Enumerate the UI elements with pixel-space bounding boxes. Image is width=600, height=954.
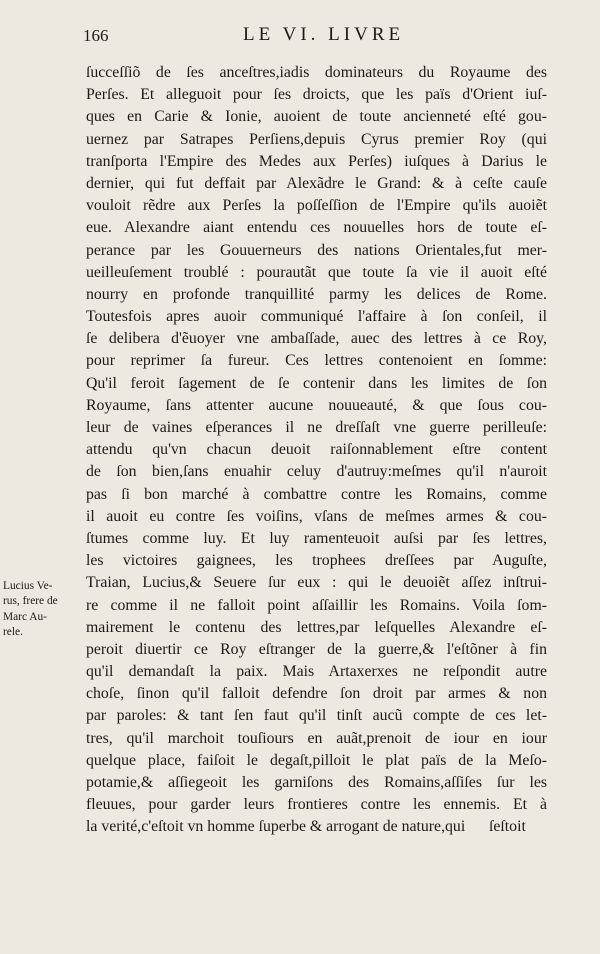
marginal-note (3, 579, 85, 640)
text-line: ques en Carie & Ionie, auoient de toute ancienneté eſté gou- (86, 108, 547, 126)
text-line: ſucceſſiõ de ſes anceſtres,iadis dominateurs du Royaume des (86, 64, 547, 81)
marginal-note-line: Lucius Ve- (3, 580, 53, 592)
text-line: ſe delibera d'ẽuoyer vne ambaſſade, auec des lettres à ce Roy, (86, 330, 547, 348)
text-line: nourry en profonde tranquillité parmy les delices de Rome. (86, 285, 547, 303)
text-line: de ſon bien,ſans enuahir celuy d'autruy:meſmes qu'il n'auroit (86, 463, 547, 481)
text-line: dernier, qui fut deffait par Alexãdre le Grand: & à ceſte cauſe (86, 174, 547, 192)
text-line: Traian, Lucius,& Seuere ſur eux : qui le deuoiẽt aſſez inſtrui- (86, 574, 547, 592)
text-line: Perſes. Et alleguoit pour ſes droicts, que les païs d'Orient iuſ- (86, 86, 547, 104)
text-line: quelque place, faiſoit le degaſt,pilloit le plat païs de la Meſo- (86, 751, 547, 769)
marginal-note-line: rus, frere de (3, 595, 58, 608)
text-line: leur de vaines eſperances il ne dreſſaſt vne guerre perilleuſe: (86, 419, 547, 436)
text-line: vouloit rẽdre aux Perſes la poſſeſſion de l'Empire qu'ils auoiẽt (86, 197, 547, 215)
text-line: fleuues, pour garder leurs frontieres contre les ennemis. Et à (86, 796, 547, 814)
text-line: pour reprimer ſa fureur. Ces lettres contenoient en ſomme: (86, 352, 547, 370)
text-line: pas ſi bon marché à combattre contre les Romains, comme (86, 485, 547, 503)
text-line: la verité,c'eſtoit vn homme ſuperbe & arrogant de nature,qui (86, 818, 466, 836)
text-line: ueilleuſement troublé : pourautãt que toute ſa vie il auoit eſté (86, 263, 547, 281)
text-line: mairement le contenu des lettres,par leſquelles Alexandre eſ- (86, 618, 547, 636)
text-line: re comme il ne falloit point aſſaillir les Romains. Voila ſom- (86, 596, 547, 614)
marginal-note-line: Marc Au- (3, 610, 47, 623)
text-line: Toutesfois apres auoir communiqué l'affaire à ſon conſeil, il (86, 308, 547, 326)
page-number: 166 (83, 26, 109, 45)
body-text (86, 62, 547, 839)
text-line: ſtumes comme luy. Et luy ramenteuoit auſsi par ſes lettres, (86, 529, 547, 547)
text-line: peroit diuertir ce Roy eſtranger de la guerre,& l'eſtõner à fin (86, 640, 547, 658)
text-line: les victoires gaignees, les trophees dreſſees par Auguſte, (86, 552, 547, 570)
text-line: choſe, ſinon qu'il falloit defendre ſon droit par armes & non (86, 685, 547, 703)
text-line: il auoit eu contre ſes voiſins, vſans de meſmes armes & cou- (86, 507, 547, 525)
text-line: potamie,& aſſiegeoit les garniſons des Romains,aſſiſes ſur les (86, 774, 547, 791)
text-line: eue. Alexandre aiant entendu ces nouuelles hors de toute eſ- (86, 219, 547, 237)
text-line: perance par les Gouuerneurs des nations Orientales,fut mer- (86, 241, 547, 259)
text-line: par paroles: & tant ſen faut qu'il tinſt aucũ compte de ces let- (86, 707, 547, 725)
text-line: Qu'il feroit ſagement de ſe contenir dans les limites de ſon (86, 374, 547, 392)
catchword: ſeſtoit (489, 818, 526, 835)
text-line: tres, qu'il marchoit touſiours en auãt,prenoit de iour en iour (86, 729, 547, 747)
text-line: tranſporta l'Empire des Medes aux Perſes) iuſques à Darius le (86, 152, 547, 170)
marginal-note-line: rele. (3, 625, 23, 638)
text-line: uernez par Satrapes Perſiens,depuis Cyrus premier Roy (qui (86, 130, 547, 148)
text-line: Royaume, ſans attenter aucune nouueauté, & que ſous cou- (86, 396, 547, 414)
text-line: qu'il demandaſt la paix. Mais Artaxerxes ne reſpondit autre (86, 663, 547, 681)
running-head: LE VI. LIVRE (243, 24, 405, 45)
text-line: attendu qu'vn chacun deuoit raiſonnablement eſtre content (86, 441, 547, 459)
